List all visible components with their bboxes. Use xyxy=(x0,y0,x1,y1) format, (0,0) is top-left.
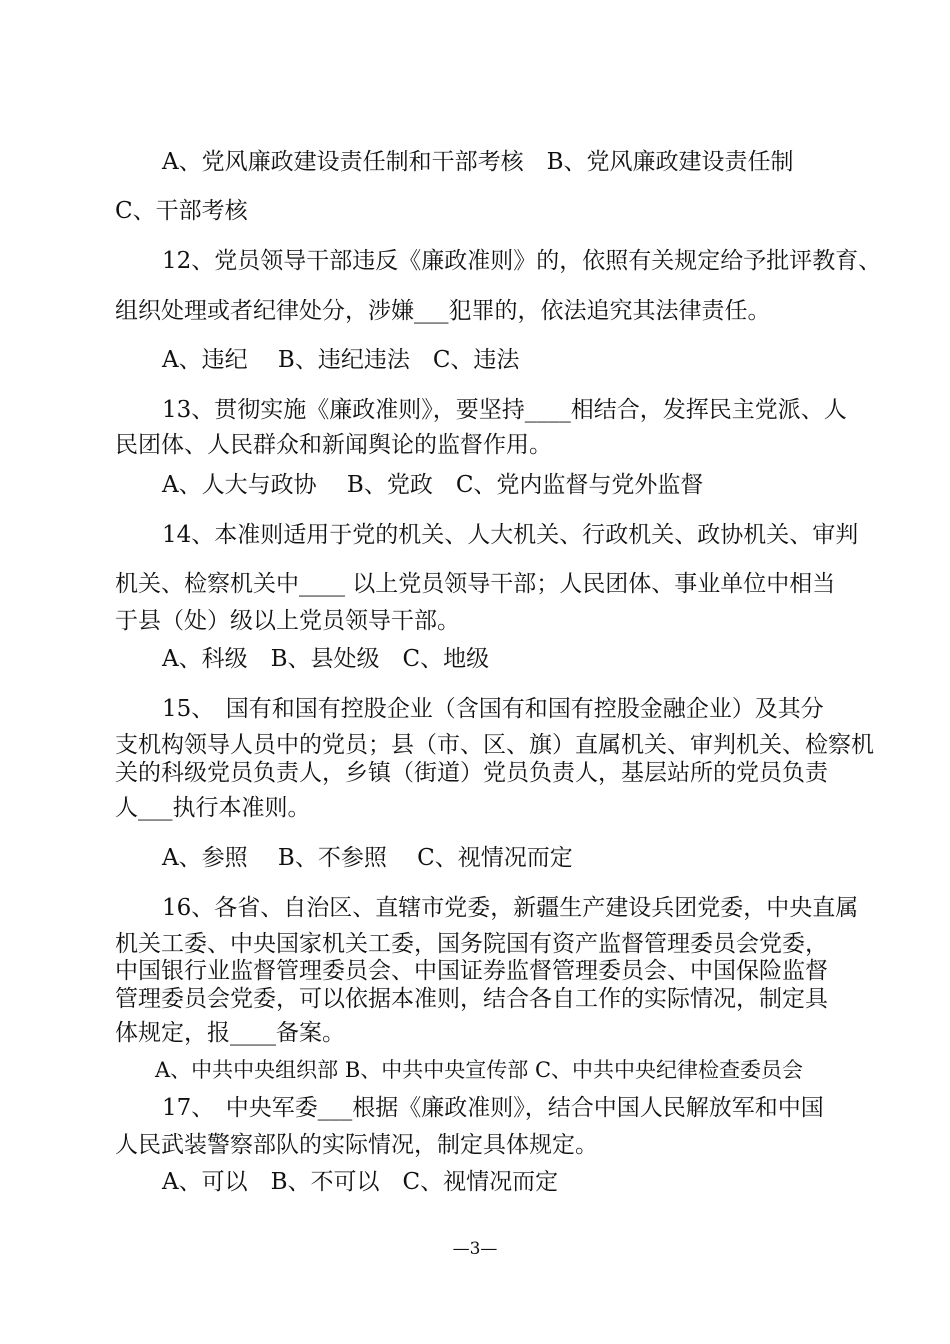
q16-question-line-1: 16、各省、自治区、直辖市党委，新疆生产建设兵团党委，中央直属 xyxy=(162,895,859,921)
q14-question-line-2: 机关、检察机关中____ 以上党员领导干部；人民团体、事业单位中相当 xyxy=(115,571,836,597)
q15-question-line-4: 人___执行本准则。 xyxy=(115,795,311,821)
q14-options: A、科级 B、县处级 C、地级 xyxy=(162,646,490,672)
q16-question-line-4: 管理委员会党委，可以依据本准则，结合各自工作的实际情况，制定具 xyxy=(115,986,828,1012)
q17-question-line-2: 人民武装警察部队的实际情况，制定具体规定。 xyxy=(115,1132,598,1158)
q14-question-line-1: 14、本准则适用于党的机关、人大机关、行政机关、政协机关、审判 xyxy=(162,522,859,548)
q13-question-line-2: 民团体、人民群众和新闻舆论的监督作用。 xyxy=(115,432,552,458)
q16-question-line-2: 机关工委、中央国家机关工委，国务院国有资产监督管理委员会党委， xyxy=(115,931,828,957)
q13-question-line-1: 13、贯彻实施《廉政准则》，要坚持____相结合，发挥民主党派、人 xyxy=(162,397,847,423)
q14-question-line-3: 于县（处）级以上党员领导干部。 xyxy=(115,608,460,634)
q16-options: A、中共中央组织部 B、中共中央宣传部 C、中共中央纪律检查委员会 xyxy=(155,1058,804,1082)
q13-options: A、人大与政协 B、党政 C、党内监督与党外监督 xyxy=(162,472,704,498)
q15-question-line-2: 支机构领导人员中的党员；县（市、区、旗）直属机关、审判机关、检察机 xyxy=(115,732,874,758)
q16-question-line-3: 中国银行业监督管理委员会、中国证券监督管理委员会、中国保险监督 xyxy=(115,958,828,984)
q16-question-line-5: 体规定，报____备案。 xyxy=(115,1020,345,1046)
q15-options: A、参照 B、不参照 C、视情况而定 xyxy=(162,845,573,871)
q15-question-line-3: 关的科级党员负责人，乡镇（街道）党员负责人，基层站所的党员负责 xyxy=(115,760,828,786)
q11-options-line-1: A、党风廉政建设责任制和干部考核 B、党风廉政建设责任制 xyxy=(162,149,794,175)
q17-question-line-1: 17、 中央军委___根据《廉政准则》，结合中国人民解放军和中国 xyxy=(162,1095,824,1121)
q12-options: A、违纪 B、违纪违法 C、违法 xyxy=(162,347,520,373)
page-number: —3— xyxy=(452,1239,498,1259)
q15-question-line-1: 15、 国有和国有控股企业（含国有和国有控股金融企业）及其分 xyxy=(162,696,824,722)
q12-question-line-2: 组织处理或者纪律处分，涉嫌___犯罪的，依法追究其法律责任。 xyxy=(115,298,771,324)
q11-options-line-2: C、干部考核 xyxy=(115,198,248,224)
q17-options: A、可以 B、不可以 C、视情况而定 xyxy=(162,1169,559,1195)
q12-question-line-1: 12、党员领导干部违反《廉政准则》的，依照有关规定给予批评教育、 xyxy=(162,248,882,274)
